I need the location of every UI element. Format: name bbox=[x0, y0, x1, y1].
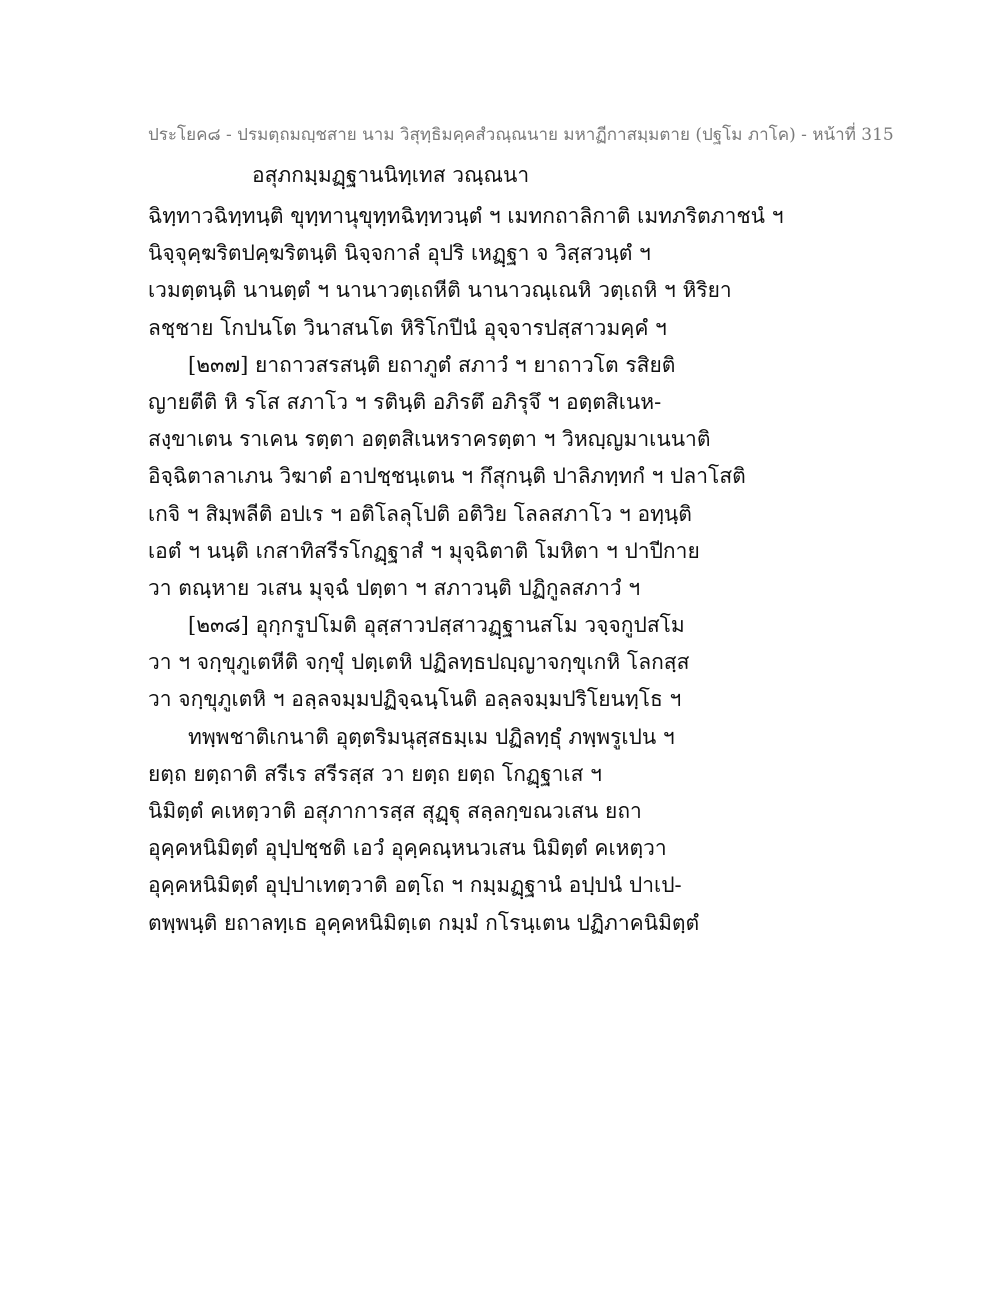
text-line: นิจฺจุคฺฆริตปคฺฆริตนฺติ นิจฺจกาลํ อุปริ เหฏฺฐา จ วิสฺสวนฺตํ ฯ bbox=[148, 241, 651, 266]
section-title: อสุภกมฺมฏฺฐานนิทฺเทส วณฺณนา bbox=[252, 163, 530, 187]
text-line: วา ฯ จกฺขุภูเตหีติ จกฺขุํ ปตฺเตหิ ปฏิลทฺธปญฺญาจกฺขุเกหิ โลกสฺส bbox=[148, 650, 690, 675]
paragraph-238-start: [๒๓๘] อุกฺกรูปโมติ อุสฺสาวปสฺสาวฏฺฐานสโม วจฺจกูปสโม bbox=[188, 613, 685, 638]
text-line: เอตํ ฯ นนฺติ เกสาทิสรีรโกฏฺฐาสํ ฯ มุจฺฉิตาติ โมหิตา ฯ ปาปีกาย bbox=[148, 538, 700, 563]
text-line: อุคฺคหนิมิตฺตํ อุปฺปชฺชติ เอวํ อุคฺคณฺหนวเสน นิมิตฺตํ คเหตฺวา bbox=[148, 836, 667, 861]
text-line: เกจิ ฯ สิมฺพลีติ อปเร ฯ อติโลลุโปติ อติวิย โลลสภาโว ฯ อทฺนฺติ bbox=[148, 501, 692, 526]
paragraph-start: ทพฺพชาติเกนาติ อุตฺตริมนุสฺสธมฺเม ปฏิลทฺธุํ ภพฺพรูเปน ฯ bbox=[188, 724, 675, 749]
text-line: อุคฺคหนิมิตฺตํ อุปฺปาเทตฺวาติ อตฺโถ ฯ กมฺมฏฺฐานํ อปฺปนํ ปาเป- bbox=[148, 873, 682, 898]
page-header: ประโยค๘ - ปรมตฺถมญฺชสาย นาม วิสุทฺธิมคฺคสํวณฺณนาย มหาฏีกาสมฺมตาย (ปฐโม ภาโค) - หน้าที่ 315 bbox=[148, 125, 894, 145]
text-line: ญายตีติ หิ รโส สภาโว ฯ รตินฺติ อภิรตึ อภิรุจึ ฯ อตฺตสิเนห- bbox=[148, 389, 662, 414]
paragraph-237-start: [๒๓๗] ยาถาวสรสนฺติ ยถาภูตํ สภาวํ ฯ ยาถาวโต รสิยติ bbox=[188, 352, 676, 377]
text-line: วา ตณฺหาย วเสน มุจฺฉํ ปตฺตา ฯ สภาวนฺติ ปฏิกูลสภาวํ ฯ bbox=[148, 575, 641, 600]
text-line: ยตฺถ ยตฺถาติ สรีเร สรีรสฺส วา ยตฺถ ยตฺถ โกฏฺฐาเส ฯ bbox=[148, 761, 602, 786]
text-line: ฉิทฺทาวฉิทฺทนฺติ ขุทฺทานุขุทฺทฉิทฺทวนฺตํ ฯ เมทกถาลิกาติ เมทภริตภาชนํ ฯ bbox=[148, 204, 784, 228]
text-line: วา จกฺขุภูเตหิ ฯ อลฺลจมฺมปฏิจฺฉนฺโนติ อลฺลจมฺมปริโยนทฺโธ ฯ bbox=[148, 687, 682, 712]
text-line: ตพฺพนฺติ ยถาลทฺเธ อุคฺคหนิมิตฺเต กมฺมํ กโรนฺเตน ปฏิภาคนิมิตฺตํ bbox=[148, 910, 700, 935]
body-text bbox=[148, 198, 868, 942]
text-line: ลชฺชาย โกปนโต วินาสนโต หิริโกปีนํ อุจฺจารปสฺสาวมคฺคํ ฯ bbox=[148, 315, 667, 340]
text-line: เวมตฺตนฺติ นานตฺตํ ฯ นานาวตฺเถหีติ นานาวณฺเณหิ วตฺเถหิ ฯ หิริยา bbox=[148, 278, 732, 303]
text-line: อิจฺฉิตาลาเภน วิฆาตํ อาปชฺชนฺเตน ฯ กึสุกนฺติ ปาลิภทฺทกํ ฯ ปลาโสติ bbox=[148, 464, 746, 489]
text-line: สงฺขาเตน ราเคน รตฺตา อตฺตสิเนหราครตฺตา ฯ วิหญฺญมาเนนาติ bbox=[148, 427, 711, 452]
text-line: นิมิตฺตํ คเหตฺวาติ อสุภาการสฺส สุฏฺฐุ สลฺลกฺขณวเสน ยถา bbox=[148, 799, 642, 823]
